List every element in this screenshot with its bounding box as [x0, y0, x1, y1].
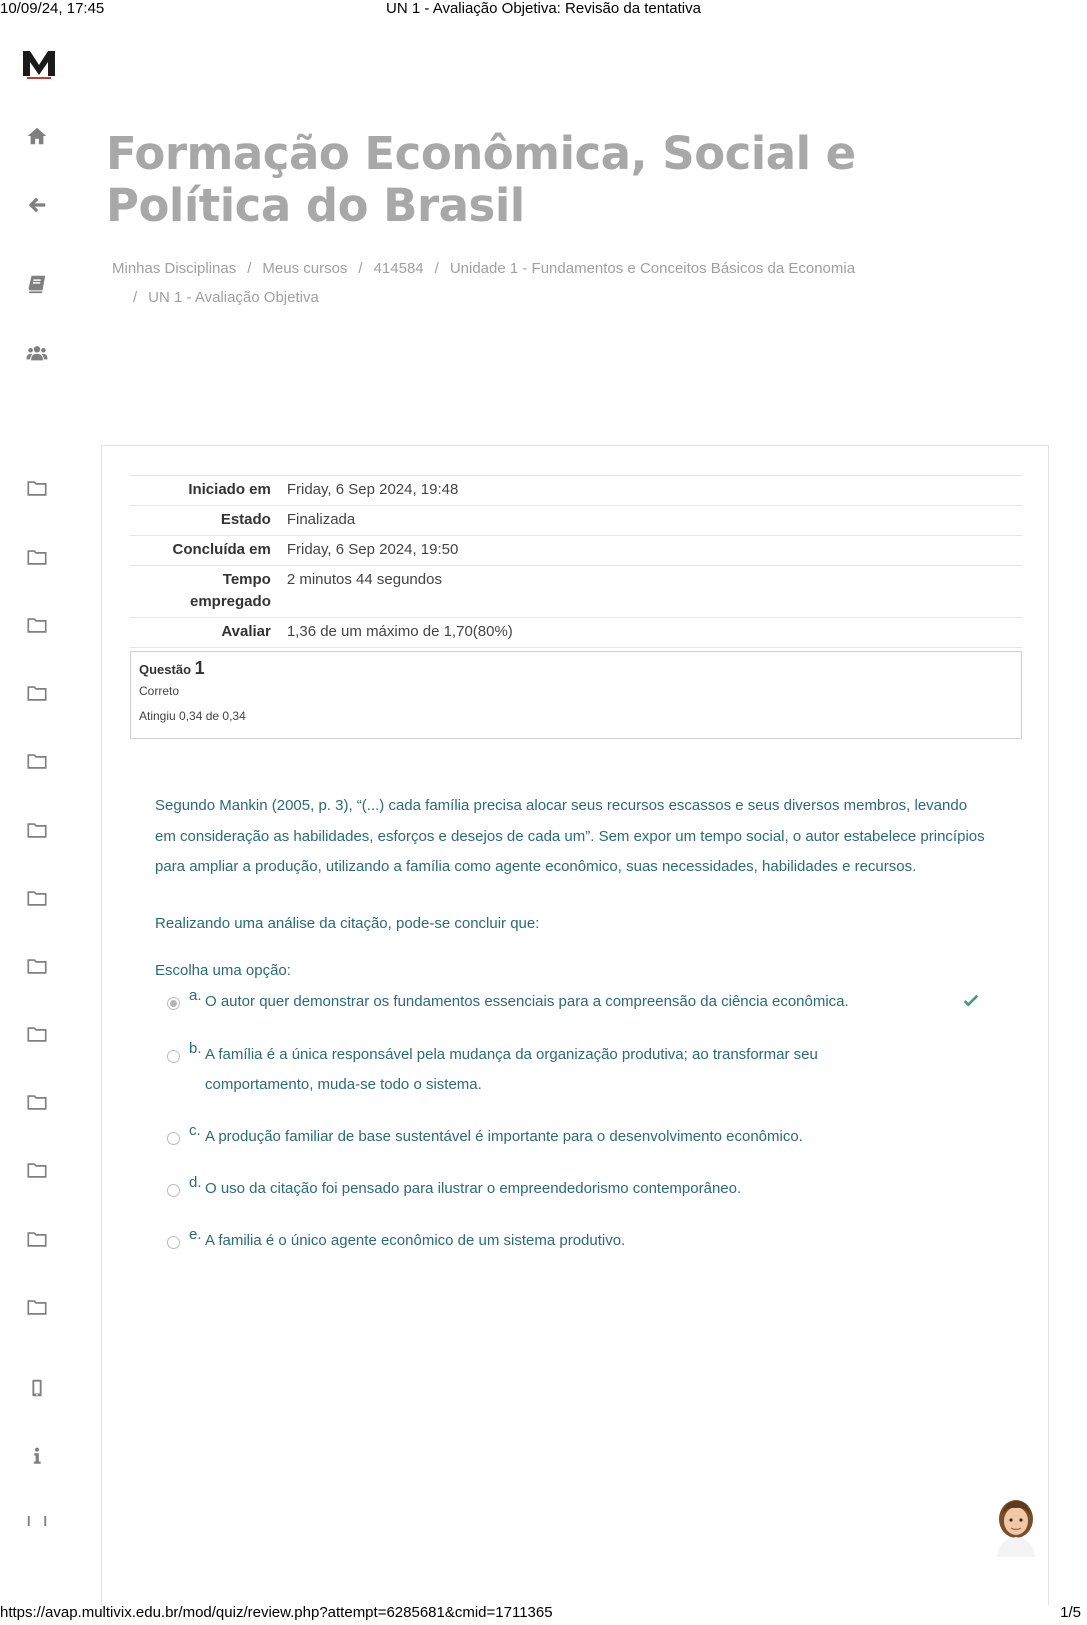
info-icon[interactable]	[24, 1443, 50, 1469]
print-footer	[0, 1604, 1087, 1624]
breadcrumb-item-quiz[interactable]: UN 1 - Avaliação Objetiva	[148, 289, 319, 306]
choose-option-label: Escolha uma opção:	[155, 962, 291, 979]
answer-option-e[interactable]	[165, 1226, 975, 1256]
summary-label: Iniciado em	[188, 481, 271, 498]
check-icon	[962, 993, 982, 1013]
folder-icon[interactable]	[24, 1021, 50, 1047]
radio-button[interactable]	[167, 1236, 180, 1249]
question-state: Correto	[139, 684, 180, 698]
mobile-icon[interactable]	[24, 1375, 50, 1401]
summary-row	[130, 566, 1022, 618]
print-url: https://avap.multivix.edu.br/mod/quiz/review.php?attempt=6285681&cmid=1711365	[0, 1604, 553, 1621]
answer-option-d[interactable]	[165, 1174, 975, 1204]
question-prompt: Realizando uma análise da citação, pode-se concluir que:	[155, 915, 540, 932]
breadcrumb-separator: /	[133, 289, 138, 306]
option-text: A familia é o único agente econômico de um sistema produtivo.	[205, 1232, 626, 1249]
answer-option-b[interactable]	[165, 1040, 975, 1100]
breadcrumb-item-meus-cursos[interactable]: Meus cursos	[262, 260, 348, 277]
sidebar	[0, 30, 75, 1600]
question-number-value: 1	[194, 658, 205, 678]
summary-value: 1,36 de um máximo de 1,70(80%)	[286, 623, 513, 640]
summary-label: Avaliar	[221, 623, 271, 640]
breadcrumb-separator: /	[434, 260, 439, 277]
folder-icon[interactable]	[24, 1157, 50, 1183]
back-arrow-icon[interactable]	[24, 192, 50, 218]
radio-button[interactable]	[167, 997, 180, 1010]
summary-value: Finalizada	[286, 511, 356, 528]
option-text: O uso da citação foi pensado para ilustrar o empreendedorismo contemporâneo.	[205, 1180, 742, 1197]
breadcrumb-separator: /	[247, 260, 252, 277]
summary-label: Tempo empregado	[190, 571, 271, 610]
option-text: A família é a única responsável pela mudança da organização produtiva; ao transformar seu comportamento, muda-se todo o sistema.	[205, 1046, 818, 1093]
quiz-review-card	[101, 445, 1049, 1605]
question-text: Segundo Mankin (2005, p. 3), “(...) cada família precisa alocar seus recursos escassos e seus diversos membros, levando em consideração as habilidades, esforços e desejos de cada um”. Sem expor um tempo social, o autor estabelece princípios para ampliar a produção, utilizando a família como agente econômico, suas necessidades, habilidades e recursos.	[155, 797, 985, 875]
summary-row	[130, 476, 1022, 506]
print-datetime: 10/09/24, 17:45	[0, 0, 105, 17]
option-text: A produção familiar de base sustentável é importante para o desenvolvimento econômico.	[205, 1128, 803, 1145]
folder-icon[interactable]	[24, 1294, 50, 1320]
option-letter: d.	[189, 1174, 202, 1191]
option-letter: a.	[189, 987, 202, 1004]
assistant-avatar[interactable]	[991, 1497, 1041, 1557]
question-info-box	[130, 651, 1022, 739]
question-number	[139, 658, 1013, 679]
summary-value: Friday, 6 Sep 2024, 19:50	[286, 541, 459, 558]
question-grade: Atingiu 0,34 de 0,34	[139, 709, 246, 723]
attempt-summary-table	[130, 475, 1022, 648]
summary-label: Estado	[220, 511, 271, 528]
folder-icon[interactable]	[24, 953, 50, 979]
radio-button[interactable]	[167, 1050, 180, 1063]
folder-icon[interactable]	[24, 885, 50, 911]
folder-icon[interactable]	[24, 612, 50, 638]
folder-icon[interactable]	[24, 817, 50, 843]
question-label: Questão	[139, 662, 192, 677]
option-text: O autor quer demonstrar os fundamentos essenciais para a compreensão da ciência econômica.	[205, 993, 849, 1010]
summary-value: Friday, 6 Sep 2024, 19:48	[286, 481, 459, 498]
summary-row	[130, 506, 1022, 536]
option-letter: c.	[189, 1122, 201, 1139]
option-letter: b.	[189, 1040, 202, 1057]
folder-icon[interactable]	[24, 748, 50, 774]
summary-value: 2 minutos 44 segundos	[286, 571, 442, 588]
multivix-logo[interactable]	[22, 46, 56, 80]
summary-row	[130, 536, 1022, 566]
print-header	[0, 0, 1087, 18]
breadcrumb-separator: /	[358, 260, 363, 277]
home-icon[interactable]	[24, 123, 50, 149]
radio-button[interactable]	[167, 1132, 180, 1145]
breadcrumb-item-course-id[interactable]: 414584	[373, 260, 424, 277]
radio-button[interactable]	[167, 1184, 180, 1197]
folder-icon[interactable]	[24, 1089, 50, 1115]
summary-label: Concluída em	[172, 541, 271, 558]
book-icon[interactable]	[24, 271, 50, 297]
folder-icon[interactable]	[24, 1226, 50, 1252]
folder-icon[interactable]	[24, 475, 50, 501]
print-doc-title: UN 1 - Avaliação Objetiva: Revisão da tentativa	[386, 0, 701, 17]
breadcrumb-item-minhas-disciplinas[interactable]: Minhas Disciplinas	[112, 260, 237, 277]
page-title: Formação Econômica, Social e Política do Brasil	[106, 127, 856, 232]
option-letter: e.	[189, 1226, 202, 1243]
answer-option-c[interactable]	[165, 1122, 975, 1152]
summary-row	[130, 618, 1022, 648]
breadcrumb-item-unidade[interactable]: Unidade 1 - Fundamentos e Conceitos Básicos da Economia	[449, 260, 856, 277]
users-icon[interactable]	[24, 340, 50, 366]
folder-icon[interactable]	[24, 544, 50, 570]
answer-option-a[interactable]	[165, 987, 975, 1017]
calendar-icon[interactable]	[24, 1516, 50, 1526]
folder-icon[interactable]	[24, 680, 50, 706]
print-page-number: 1/5	[1060, 1604, 1081, 1621]
breadcrumb	[112, 254, 992, 312]
